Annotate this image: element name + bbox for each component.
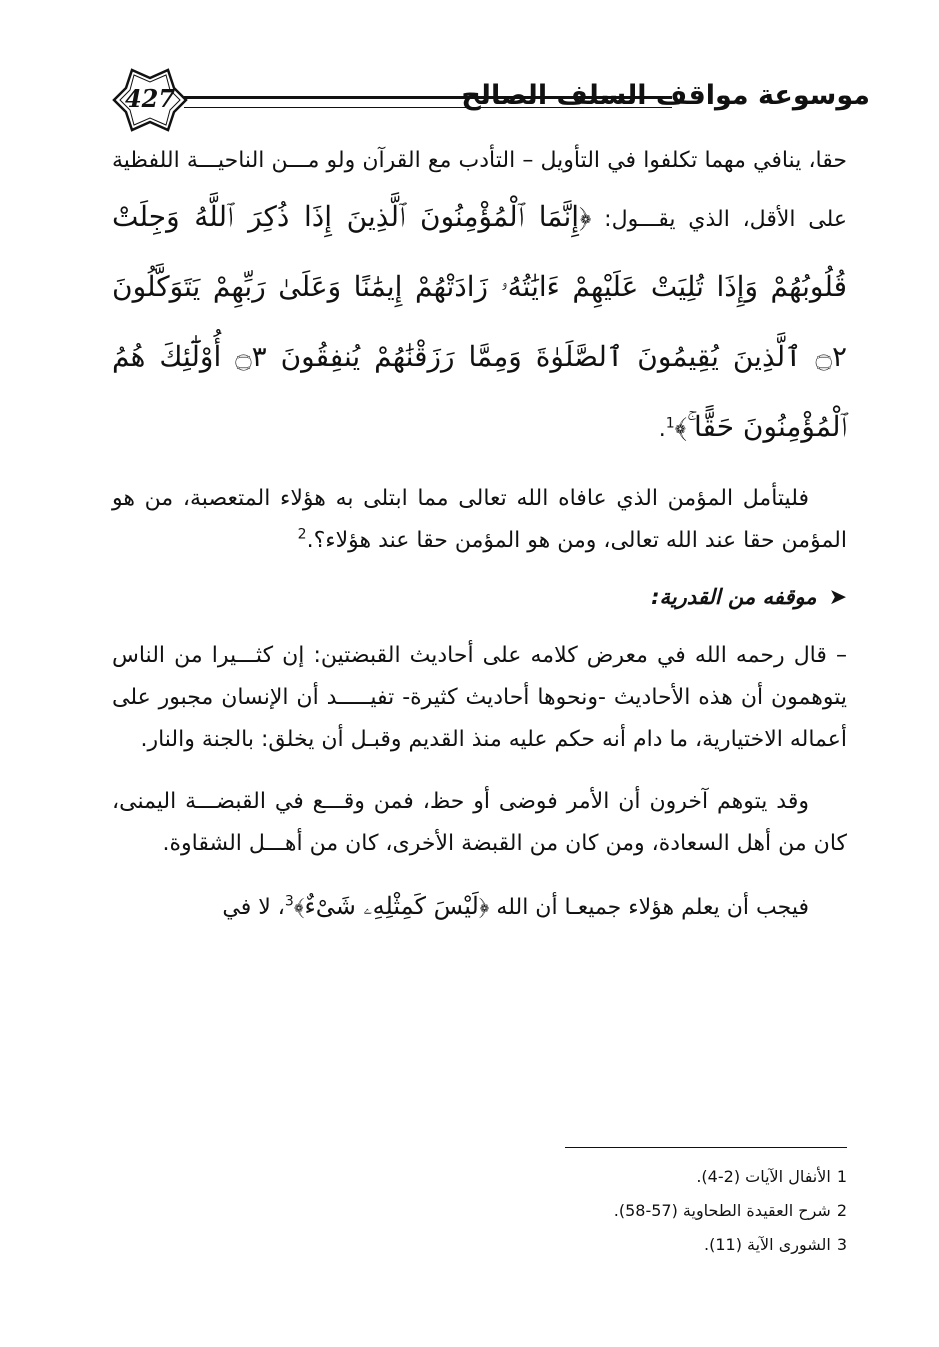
footnote-ref: 3 <box>284 893 294 910</box>
footnote-number: 1 <box>836 1167 847 1186</box>
footnote <box>400 1228 847 1262</box>
paragraph-text: حقا، ينافي مهما تكلفوا في التأويل – التأدب مع القرآن ولو مـــن الناحيـــة اللفظية على الأقل، الذي يقـــول: <box>112 148 847 232</box>
quran-verse: ﴿لَيْسَ كَمِثْلِهِۦ شَىْءٌ﴾ <box>293 892 490 920</box>
arrowhead-icon: ➤ <box>828 585 847 610</box>
footnote <box>400 1194 847 1228</box>
paragraph-text: – قال رحمه الله في معرض كلامه على أحاديث القبضتين: إن كثـــيرا من الناس يتوهمون أن هذه الأحاديث -ونحوها أحاديث كثيرة- تفيـــــد أن الإنسان مجبور على أعماله الاختيارية، ما دام أنه حكم عليه منذ القديم وقبـل أن يخلق: بالجنة والنار. <box>112 643 847 752</box>
footnote-ref: 1 <box>665 415 675 432</box>
page-header <box>112 66 870 138</box>
footnote <box>400 1160 847 1194</box>
footnote-separator <box>565 1147 847 1148</box>
footnote-text: الأنفال الآيات (2-4). <box>696 1167 831 1186</box>
footnote-ref: 2 <box>297 526 307 543</box>
paragraph-text: وقد يتوهم آخرون أن الأمر فوضى أو حظ، فمن وقـــع في القبضـــة اليمنى، كان من أهل السعادة، ومن كان من القبضة الأخرى، كان من أهـــل الشقاوة. <box>112 789 847 856</box>
footnote-number: 2 <box>836 1201 847 1220</box>
paragraph: حقا، ينافي مهما تكلفوا في التأويل – التأدب مع القرآن ولو مـــن الناحيـــة اللفظية على الأقل، الذي يقـــول: ﴿إِنَّمَا ٱلْمُؤْمِنُونَ ٱلَّذِينَ إِذَا ذُكِرَ ٱللَّهُ وَجِلَتْ قُلُوبُهُمْ وَإِذَا تُلِيَتْ عَلَيْهِمْ ءَايَٰتُهُۥ زَادَتْهُمْ إِيمَٰنًا وَعَلَىٰ رَبِّهِمْ يَتَوَكَّلُونَ ۝٢ ٱلَّذِينَ يُقِيمُونَ ٱلصَّلَوٰةَ وَمِمَّا رَزَقْنَٰهُمْ يُنفِقُونَ ۝٣ أُوْلَٰٓئِكَ هُمُ ٱلْمُؤْمِنُونَ حَقًّا ۚ﴾$^1$. <box>112 148 847 443</box>
section-heading-text: موقفه من القدرية: <box>651 585 817 609</box>
paragraph <box>112 478 847 562</box>
book-title: موسوعة مواقف السلف الصالح <box>461 80 870 111</box>
paragraph <box>112 885 847 929</box>
paragraph-text: فليتأمل المؤمن الذي عافاه الله تعالى مما ابتلى به هؤلاء المتعصبة، من هو المؤمن حقا عند الله تعالى، ومن هو المؤمن حقا عند هؤلاء؟. <box>112 486 847 553</box>
page-number-badge <box>112 66 188 134</box>
paragraph <box>112 781 847 865</box>
section-heading <box>112 576 847 619</box>
footnote-number: 3 <box>836 1235 847 1254</box>
footnote-text: شرح العقيدة الطحاوية (57-58). <box>613 1201 831 1220</box>
footnote-text: الشورى الآية (11). <box>704 1235 831 1254</box>
body-text <box>112 140 847 929</box>
paragraph <box>112 635 847 761</box>
page-number: 427 <box>124 84 176 113</box>
footnotes <box>400 1160 847 1262</box>
quran-verse: ﴿إِنَّمَا ٱلْمُؤْمِنُونَ ٱلَّذِينَ إِذَا ذُكِرَ ٱللَّهُ وَجِلَتْ قُلُوبُهُمْ وَإِذَا تُلِيَتْ عَلَيْهِمْ ءَايَٰتُهُۥ زَادَتْهُمْ إِيمَٰنًا وَعَلَىٰ رَبِّهِمْ يَتَوَكَّلُونَ ۝٢ ٱلَّذِينَ يُقِيمُونَ ٱلصَّلَوٰةَ وَمِمَّا رَزَقْنَٰهُمْ يُنفِقُونَ ۝٣ أُوْلَٰٓئِكَ هُمُ ٱلْمُؤْمِنُونَ حَقًّا ۚ﴾ <box>112 200 847 443</box>
paragraph-text: ، لا في <box>222 895 285 920</box>
paragraph-text: فيجب أن يعلم هؤلاء جميعـا أن الله <box>496 895 809 920</box>
